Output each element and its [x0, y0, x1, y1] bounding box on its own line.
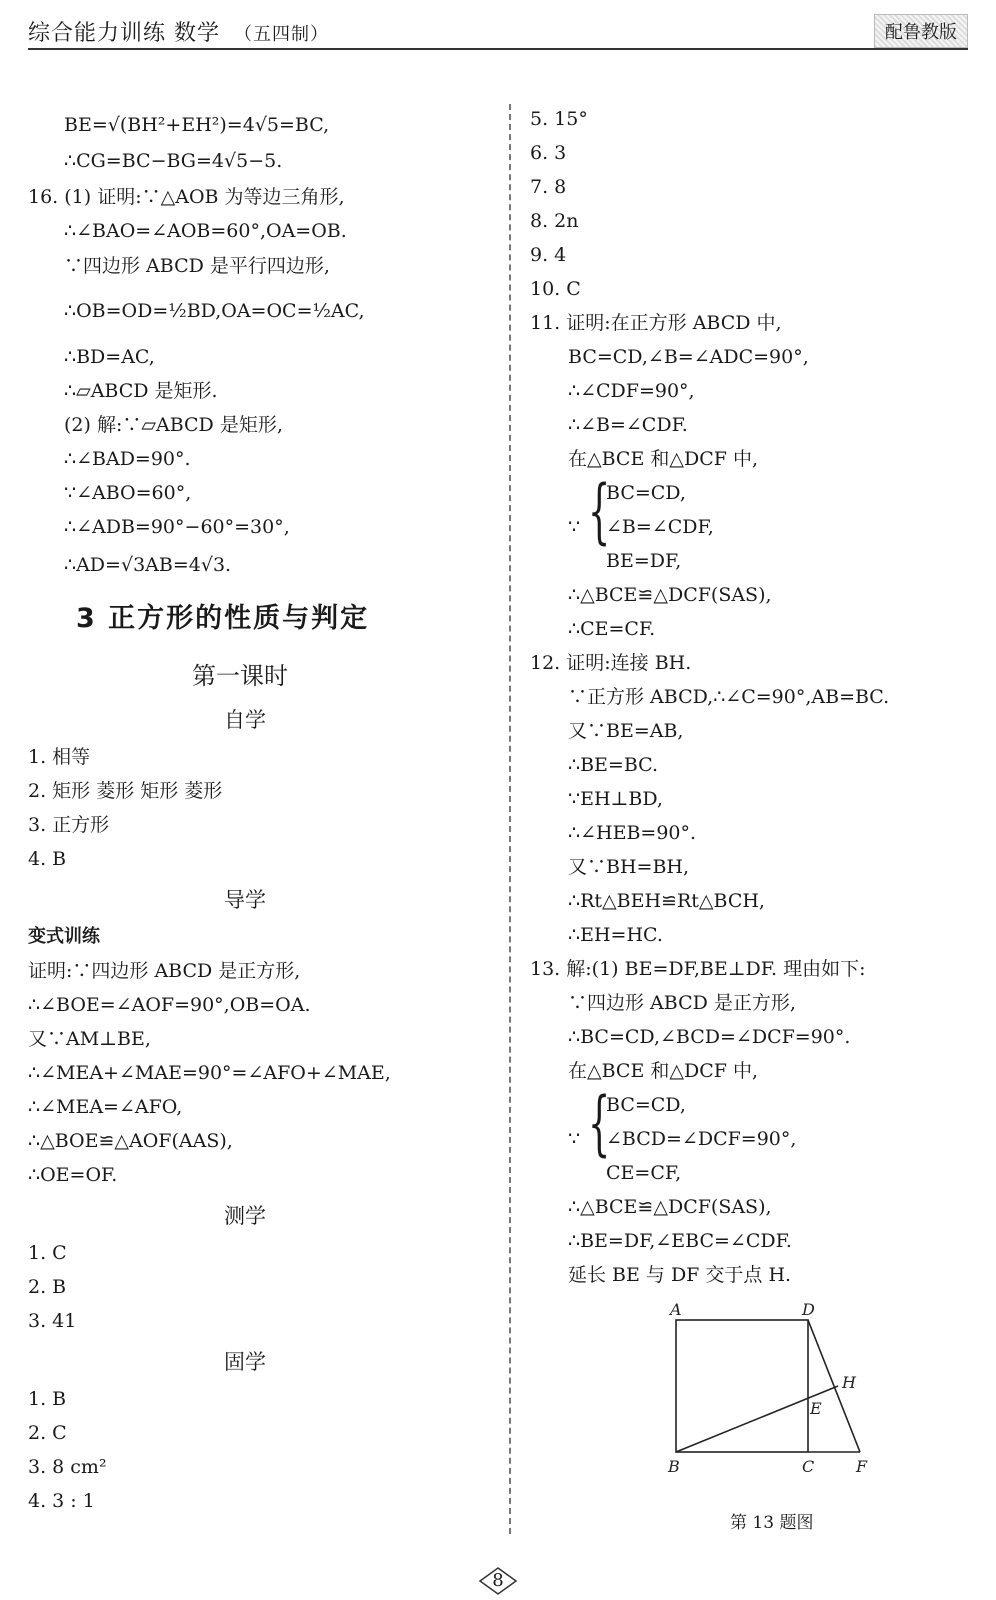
text-line: 又∵BH=BH, — [568, 856, 690, 878]
answer-item: 2. B — [28, 1276, 67, 1298]
text-line: ∴BC=CD,∠BCD=∠DCF=90°. — [568, 1026, 851, 1048]
text-line: ∴∠HEB=90°. — [568, 822, 697, 844]
text-line: ∴△BOE≌△AOF(AAS), — [28, 1130, 233, 1152]
problem-12: 12. 证明:连接 BH. — [530, 652, 692, 674]
answer-item: 7. 8 — [530, 176, 567, 198]
text-line: 又∵BE=AB, — [568, 720, 684, 742]
section-title: 3 正方形的性质与判定 — [76, 603, 370, 634]
answer-item: 3. 41 — [28, 1310, 77, 1332]
brace: { — [588, 470, 611, 552]
brace-line: BE=DF, — [606, 550, 682, 572]
text-line: ∴∠BAD=90°. — [64, 448, 191, 470]
text-line: ∴BD=AC, — [64, 346, 155, 368]
text-line: ∴△BCE≌△DCF(SAS), — [568, 584, 772, 606]
text-line: ∵∠ABO=60°, — [64, 482, 192, 504]
answer-item: 3. 正方形 — [28, 814, 110, 836]
text-line: ∴OB=OD=½BD,OA=OC=½AC, — [64, 300, 365, 322]
heading-daoxue: 导学 — [224, 888, 266, 912]
page-number — [478, 1566, 518, 1596]
answer-item: 2. C — [28, 1422, 67, 1444]
figure-caption: 第 13 题图 — [730, 1513, 814, 1533]
text-line: BC=CD,∠B=∠ADC=90°, — [568, 346, 809, 368]
answer-item: 1. 相等 — [28, 746, 91, 768]
text-line: ∴△BCE≌△DCF(SAS), — [568, 1196, 772, 1218]
column-divider — [509, 104, 511, 1534]
text-line: ∴∠MEA=∠AFO, — [28, 1096, 183, 1118]
because-symbol: ∵ — [568, 1128, 581, 1150]
label-f: F — [856, 1457, 868, 1476]
text-line: 证明:∵四边形 ABCD 是正方形, — [28, 960, 301, 982]
label-c: C — [802, 1457, 815, 1476]
text-line: ∴Rt△BEH≌Rt△BCH, — [568, 890, 765, 912]
text-line: ∵四边形 ABCD 是平行四边形, — [64, 255, 330, 277]
answer-item: 9. 4 — [530, 244, 567, 266]
label-d: D — [802, 1300, 815, 1319]
heading-guxue: 固学 — [224, 1350, 266, 1374]
geometry-figure — [660, 1300, 900, 1500]
header-rule — [28, 48, 968, 50]
page-number-text: 8 — [492, 1570, 504, 1591]
label-b: B — [668, 1457, 680, 1476]
answer-item: 5. 15° — [530, 108, 588, 130]
label-e: E — [810, 1399, 822, 1418]
figure-lines — [676, 1320, 860, 1452]
square-abcd — [676, 1320, 808, 1452]
heading-cexue: 测学 — [224, 1204, 266, 1228]
header-subtitle: （五四制） — [234, 24, 329, 45]
text-line: ∴▱ABCD 是矩形. — [64, 380, 218, 402]
text-line: ∵正方形 ABCD,∴∠C=90°,AB=BC. — [568, 686, 890, 708]
edition-badge: 配鲁教版 — [874, 14, 968, 48]
heading-bianshi: 变式训练 — [28, 926, 100, 947]
answer-item: 6. 3 — [530, 142, 567, 164]
text-line: 又∵AM⊥BE, — [28, 1028, 151, 1050]
answer-item: 10. C — [530, 278, 581, 300]
text-line: ∴BE=BC. — [568, 754, 659, 776]
text-line: ∴∠BAO=∠AOB=60°,OA=OB. — [64, 220, 347, 242]
text-line: ∴∠MEA+∠MAE=90°=∠AFO+∠MAE, — [28, 1062, 391, 1084]
text-line: (2) 解:∵▱ABCD 是矩形, — [64, 414, 283, 436]
text-line: ∴EH=HC. — [568, 924, 663, 946]
header-title: 综合能力训练 数学 （五四制） — [28, 21, 329, 46]
brace: { — [588, 1082, 611, 1164]
segment-bh — [676, 1386, 838, 1452]
brace-line: CE=CF, — [606, 1162, 682, 1184]
text-line: ∵EH⊥BD, — [568, 788, 663, 810]
text-line: 在△BCE 和△DCF 中, — [568, 448, 759, 470]
answer-item: 4. B — [28, 848, 67, 870]
text-line: BE=√(BH²+EH²)=4√5=BC, — [64, 114, 330, 136]
brace-line: BC=CD, — [606, 482, 686, 504]
answer-item: 3. 8 cm² — [28, 1456, 107, 1478]
label-h: H — [842, 1373, 856, 1392]
text-line: ∴∠ADB=90°−60°=30°, — [64, 516, 290, 538]
text-line: ∴∠B=∠CDF. — [568, 414, 688, 436]
answer-item: 8. 2n — [530, 210, 579, 232]
text-line: ∴CE=CF. — [568, 618, 656, 640]
text-line: ∴OE=OF. — [28, 1164, 118, 1186]
problem-16: 16. (1) 证明:∵△AOB 为等边三角形, — [28, 186, 345, 208]
text-line: ∴CG=BC−BG=4√5−5. — [64, 150, 283, 172]
problem-11: 11. 证明:在正方形 ABCD 中, — [530, 312, 782, 334]
label-a: A — [670, 1300, 682, 1319]
answer-item: 1. C — [28, 1242, 67, 1264]
because-symbol: ∵ — [568, 516, 581, 538]
brace-line: ∠BCD=∠DCF=90°, — [606, 1128, 797, 1150]
text-line: ∴∠CDF=90°, — [568, 380, 695, 402]
answer-item: 1. B — [28, 1388, 67, 1410]
answer-item: 4. 3 : 1 — [28, 1490, 95, 1512]
brace-line: ∠B=∠CDF, — [606, 516, 714, 538]
lesson-title: 第一课时 — [192, 662, 288, 690]
answer-item: 2. 矩形 菱形 矩形 菱形 — [28, 780, 223, 802]
text-line: ∴AD=√3AB=4√3. — [64, 554, 232, 576]
page-header — [28, 14, 968, 46]
heading-zixue: 自学 — [224, 708, 266, 732]
text-line: ∴BE=DF,∠EBC=∠CDF. — [568, 1230, 792, 1252]
text-line: 延长 BE 与 DF 交于点 H. — [568, 1264, 792, 1286]
text-line: 在△BCE 和△DCF 中, — [568, 1060, 759, 1082]
text-line: ∵四边形 ABCD 是正方形, — [568, 992, 796, 1014]
brace-line: BC=CD, — [606, 1094, 686, 1116]
text-line: ∴∠BOE=∠AOF=90°,OB=OA. — [28, 994, 311, 1016]
problem-13: 13. 解:(1) BE=DF,BE⊥DF. 理由如下: — [530, 958, 866, 980]
